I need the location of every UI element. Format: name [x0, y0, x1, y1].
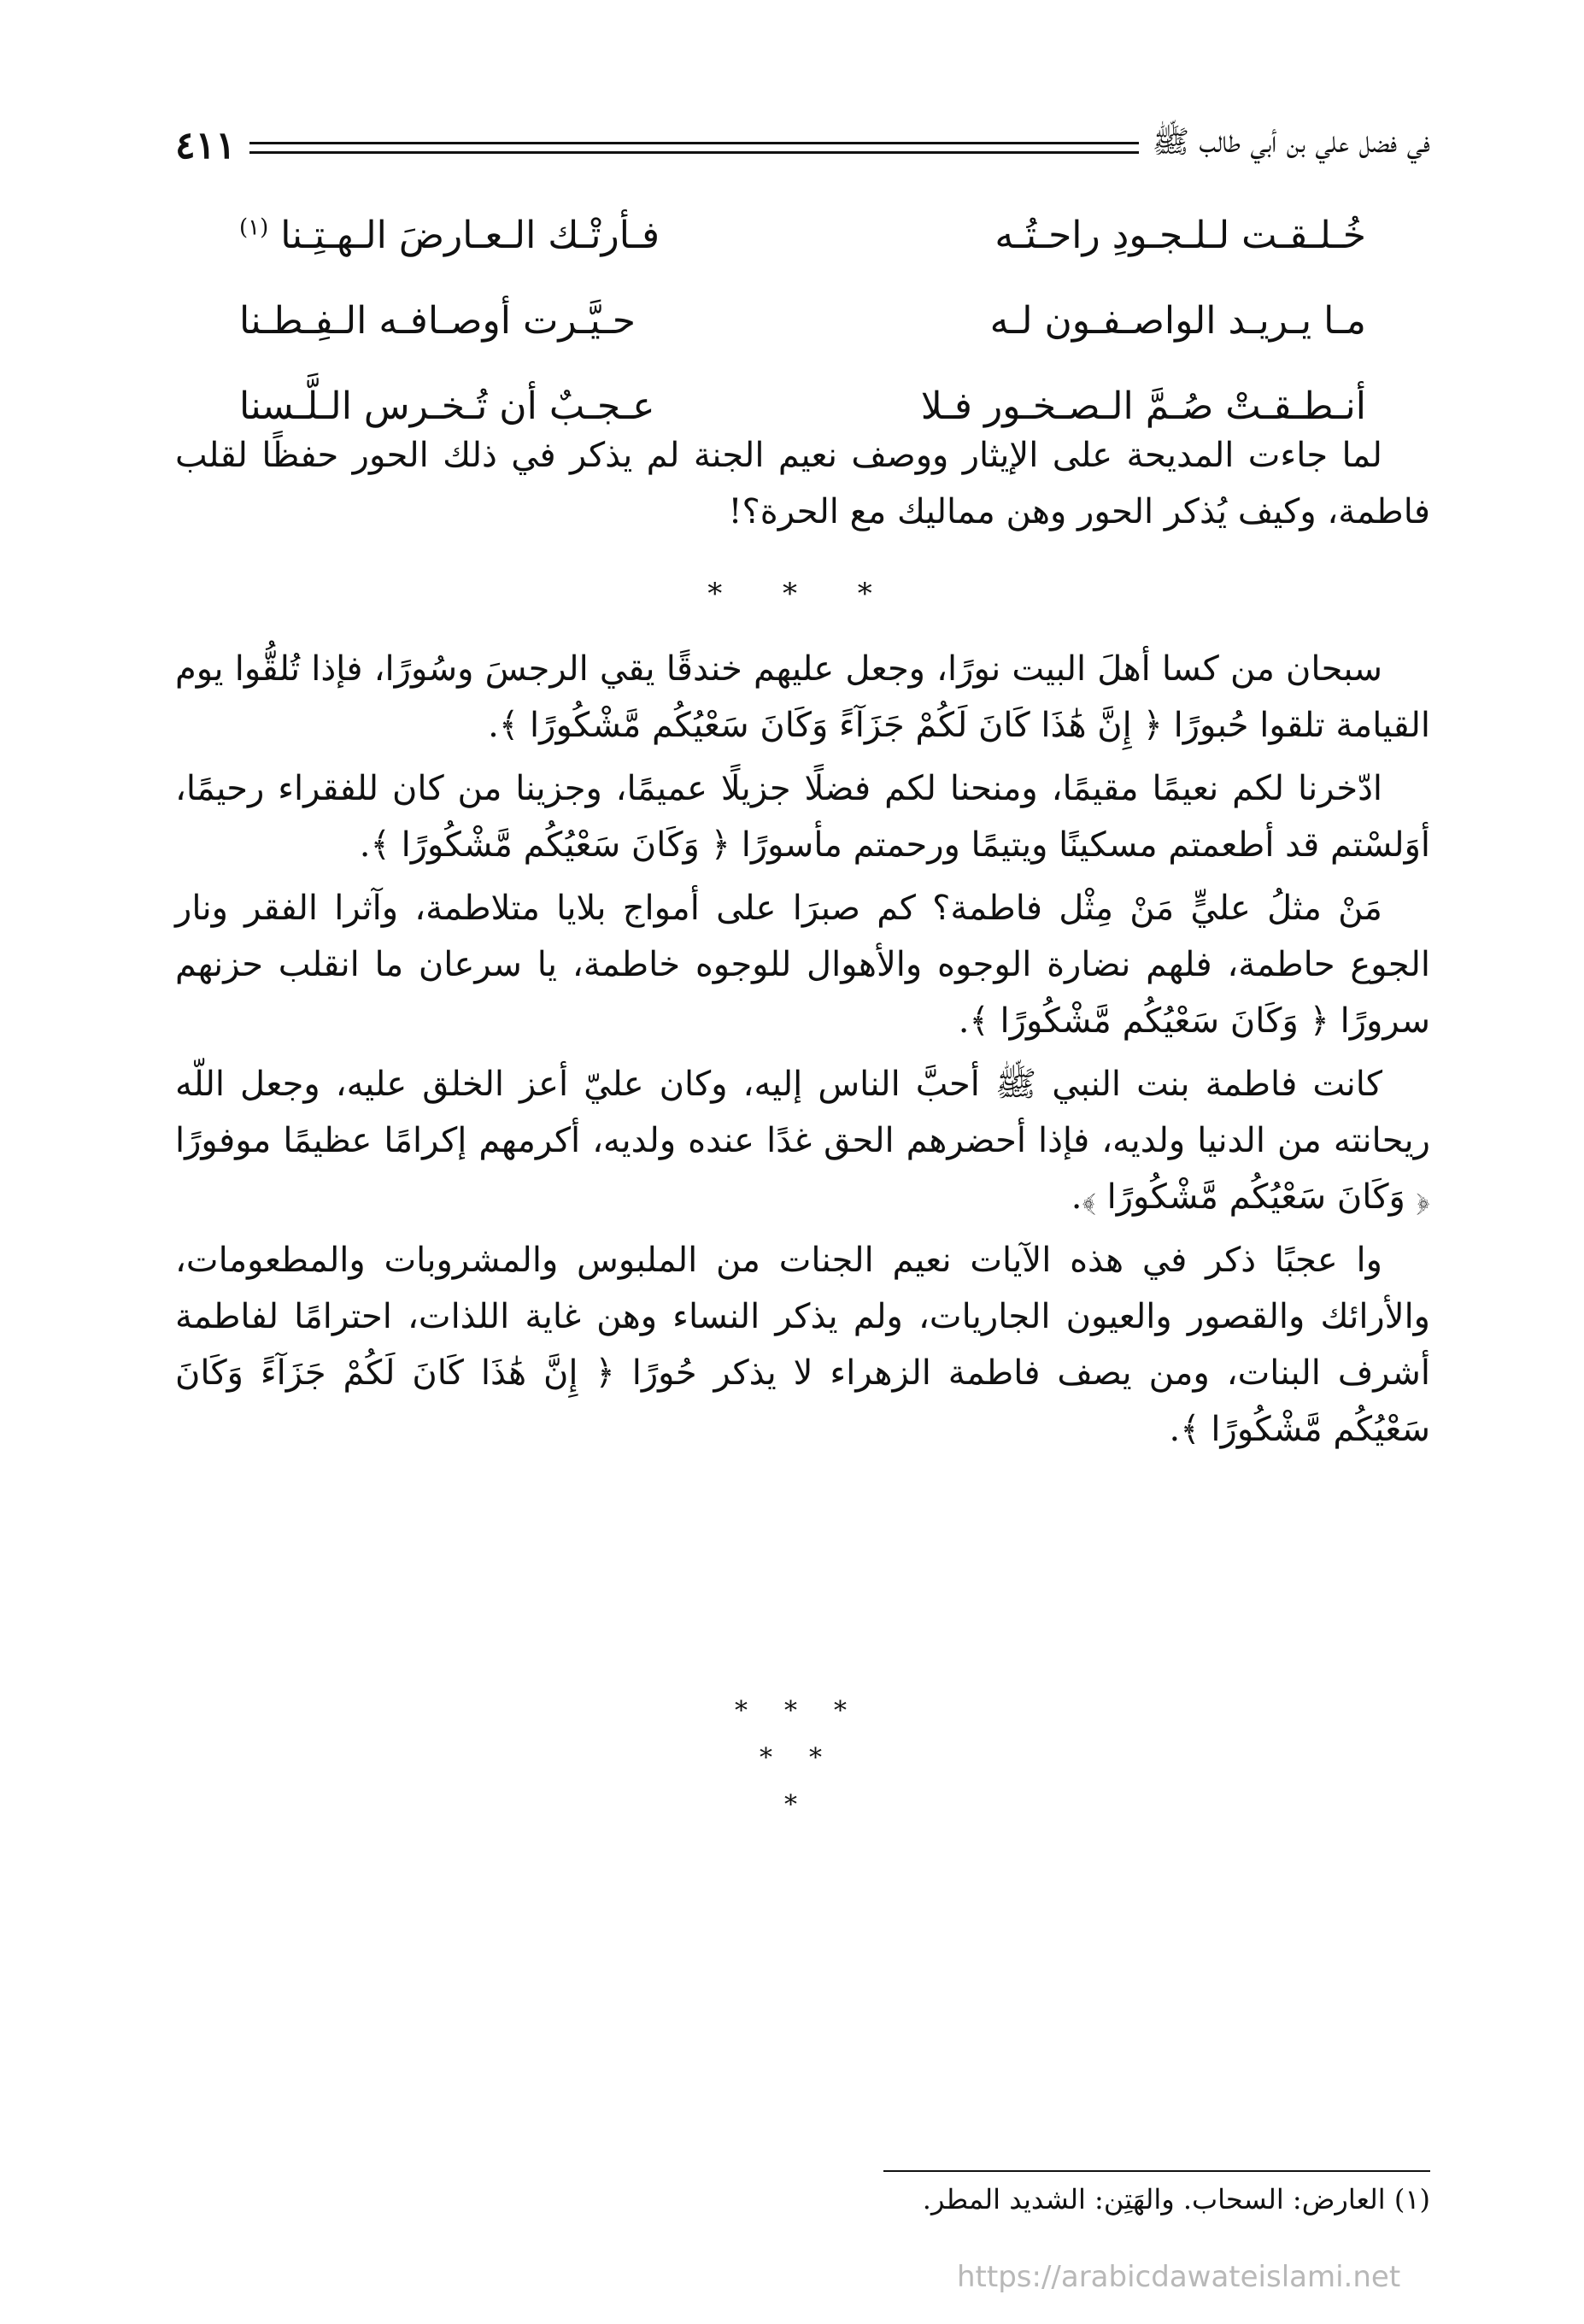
- paragraph: مَنْ مثلُ عليٍّ مَنْ مِثْل فاطمة؟ كم صبرَا على أمواج بلايا متلاطمة، وآثرا الفقر ونار الجوع حاطمة، فلهم نضارة الوجوه والأهوال للوجوه خاطمة، يا سرعان ما انقلب حزنهم سرورًا ﴿ وَكَانَ سَعْيُكُم مَّشْكُورًا ﴾.: [175, 889, 1430, 1041]
- ornament-star: *: [809, 1743, 822, 1773]
- ornament-star: *: [760, 1743, 772, 1773]
- poem: [239, 192, 1366, 449]
- poem-verse: [239, 278, 1366, 363]
- verse-first-hemistich: مـا يـريـد الواصـفـون لـه: [989, 298, 1366, 343]
- verse-second-hemistich: حـيَّـرت أوصـافـه الـفِـطـنا: [239, 298, 636, 343]
- verse-second-hemistich: [239, 214, 660, 257]
- paragraph: سبحان من كسا أهلَ البيت نورًا، وجعل عليهم خندقًا يقي الرجسَ وسُورًا، فإذا تُلقُّوا يوم القيامة تلقوا حُبورًا ﴿ إِنَّ هَٰذَا كَانَ لَكُمْ جَزَآءً وَكَانَ سَعْيُكُم مَّشْكُورًا ﴾.: [175, 649, 1430, 745]
- page-number: ٤١١: [175, 123, 236, 167]
- paragraph: كانت فاطمة بنت النبي ﷺ أحبَّ الناس إليه، وكان عليّ أعز الخلق عليه، وجعل اللّه ريحانته من الدنيا ولديه، فإذا أحضرهم الحق غدًا عنده ولديه، أكرمهم إكرامًا عظيمًا موفورًا ﴿ وَكَانَ سَعْيُكُم مَّشْكُورًا ﴾.: [175, 1065, 1430, 1217]
- footnote: (١) العارض: السحاب. والهَتِن: الشديد المطر.: [922, 2183, 1430, 2215]
- verse-second-text: فـأرتْـك الـعـارضَ الـهـتِـنا: [280, 213, 660, 257]
- ornament-star: *: [784, 1696, 797, 1726]
- ornament-star: *: [735, 1696, 748, 1726]
- poem-verse: [239, 192, 1366, 278]
- running-header: [175, 120, 1430, 171]
- header-double-rule: [249, 142, 1139, 154]
- body-text: [175, 427, 1430, 1464]
- footnote-marker: (١): [239, 214, 269, 240]
- section-separator: * * *: [707, 577, 898, 611]
- ornament-star: *: [834, 1696, 847, 1726]
- ornament-star: *: [784, 1790, 797, 1820]
- header-title: في فضل علي بن أبي طالب ﷺ: [1152, 125, 1430, 160]
- end-ornament: [735, 1696, 854, 1841]
- paragraph: ادّخرنا لكم نعيمًا مقيمًا، ومنحنا لكم فضلًا جزيلًا عميمًا، وجزينا من كان للفقراء رحيمًا، أوَلسْتم قد أطعمتم مسكينًا ويتيمًا ورحمتم مأسورًا ﴿ وَكَانَ سَعْيُكُم مَّشْكُورًا ﴾.: [175, 769, 1430, 865]
- verse-second-hemistich: عـجـبٌ أن تُـخـرس الـلَّـسنا: [239, 384, 655, 428]
- paragraph: لما جاءت المديحة على الإيثار ووصف نعيم الجنة لم يذكر في ذلك الحور حفظًا لقلب فاطمة، وكيف يُذكر الحور وهن مماليك مع الحرة؟!: [175, 436, 1430, 531]
- footnote-rule: [883, 2170, 1430, 2172]
- verse-first-hemistich: أنـطـقـتْ صُـمَّ الـصـخـور فـلا: [920, 384, 1366, 428]
- paragraph: وا عجبًا ذكر في هذه الآيات نعيم الجنات من الملبوس والمشروبات والمطعومات، والأرائك والقصور والعيون الجاريات، ولم يذكر النساء وهن غاية اللذات، احترامًا لفاطمة أشرف البنات، ومن يصف فاطمة الزهراء لا يذكر حُورًا ﴿ إِنَّ هَٰذَا كَانَ لَكُمْ جَزَآءً وَكَانَ سَعْيُكُم مَّشْكُورًا ﴾.: [175, 1241, 1430, 1449]
- watermark-url: https://arabicdawateislami.net: [957, 2260, 1401, 2294]
- verse-first-hemistich: خُـلـقـت لـلـجـودِ راحـتُـه: [994, 213, 1366, 257]
